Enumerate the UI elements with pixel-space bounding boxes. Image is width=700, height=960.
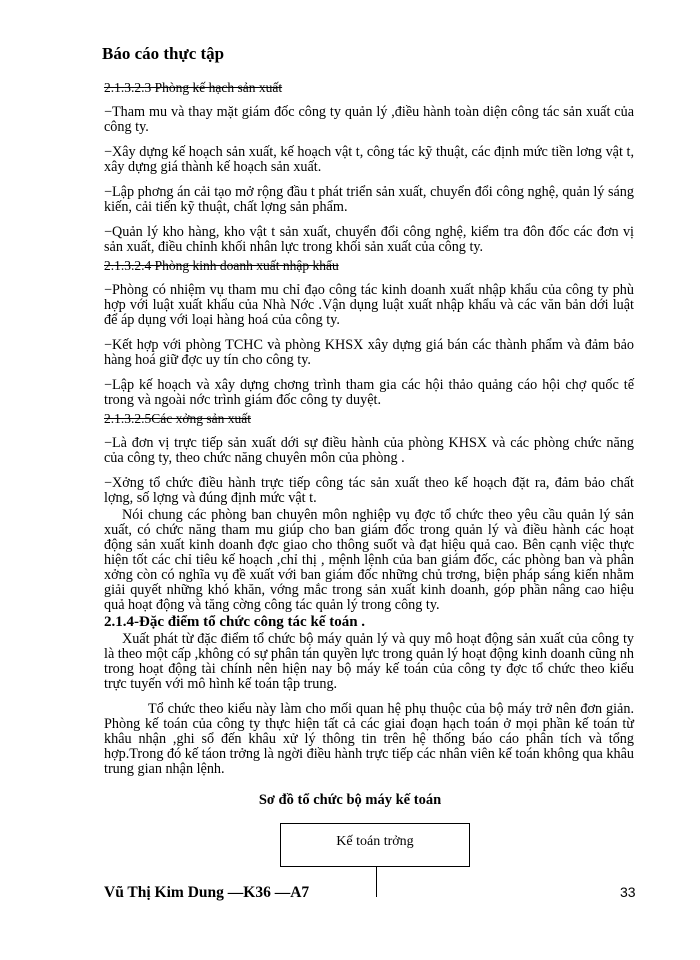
paragraph: −Phòng có nhiệm vụ tham mu chỉ đạo công tác kinh doanh xuất nhập khẩu của công ty phù hợp với luật xuất khẩu của Nhà Nớc .Vận dụng luật xuất nhập khẩu và các văn bản dới luật để áp dụng với loại hàng hoá của công ty. bbox=[104, 282, 634, 328]
org-chart-box-label: Kế toán trởng bbox=[336, 834, 414, 849]
paragraph: −Quản lý kho hàng, kho vật t sản xuất, chuyển đổi công nghệ, kiểm tra đôn đốc các đơn vị sản xuất, điều chỉnh khối nhân lực trong khối sản xuất của công ty. bbox=[104, 224, 634, 255]
paragraph: −Xây dựng kế hoạch sản xuất, kế hoạch vật t, công tác kỹ thuật, các định mức tiền lơng vật t, xây dựng giá thành kế hoạch sản xuất. bbox=[104, 144, 634, 175]
paragraph: −Tham mu và thay mặt giám đốc công ty quản lý ,điều hành toàn diện công tác sản xuất của công ty. bbox=[104, 104, 634, 135]
section-title-accounting: 2.1.4-Đặc điểm tổ chức công tác kế toán . bbox=[104, 614, 366, 630]
paragraph: Tổ chức theo kiểu này làm cho mối quan hệ phụ thuộc của bộ máy trở nên đơn giản. Phòng kế toán của công ty thực hiện tất cả các giai đoạn hạch toán ở mọi phần kế toán từ khâu nhận ,ghi sổ đến khâu xử lý thông tin trên hệ thống báo cáo phân tích và tổng hợp.Trong đó kế táon trởng là ngời điều hành trực tiếp các nhân viên kế toán không qua khâu trung gian nhận lệnh. bbox=[104, 701, 634, 777]
footer-author: Vũ Thị Kim Dung —K36 —A7 bbox=[104, 884, 310, 901]
paragraph: Xuất phát từ đặc điểm tổ chức bộ máy quản lý và quy mô hoạt động sản xuất của công ty là theo một cấp ,không có sự phân tán quyền lực trong quản lý hoạt động kinh doanh cũng nh trong hoạt động tài chính nên hiện nay bộ máy kế toán của công ty đợc tổ chức theo kiểu trực tuyến với mô hình kế toán tập trung. bbox=[104, 631, 634, 692]
diagram-title: Sơ đồ tổ chức bộ máy kế toán bbox=[258, 792, 442, 808]
page-number: 33 bbox=[620, 884, 636, 900]
section-title-planning: 2.1.3.2.3 Phòng kế hạch sản xuất bbox=[104, 80, 283, 95]
section-title-import-export: 2.1.3.2.4 Phòng kinh doanh xuất nhập khẩu bbox=[104, 258, 339, 273]
org-chart-connector-line bbox=[376, 867, 377, 897]
section-title-workshops: 2.1.3.2.5Các xởng sản xuất bbox=[104, 411, 251, 426]
paragraph: −Là đơn vị trực tiếp sản xuất dới sự điều hành của phòng KHSX và các phòng chức năng của công ty, theo chức năng chuyên môn của phòng . bbox=[104, 435, 634, 466]
org-chart-box-chief-accountant bbox=[280, 823, 470, 867]
paragraph: −Kết hợp với phòng TCHC và phòng KHSX xây dựng giá bán các thành phẩm và đảm bảo hàng hoá giữ đợc uy tín cho công ty. bbox=[104, 337, 634, 368]
report-header-title: Báo cáo thực tập bbox=[102, 44, 225, 63]
paragraph: −Lập kế hoạch và xây dựng chơng trình tham gia các hội thảo quảng cáo hội chợ quốc tế trong và ngoài nớc trình giám đốc công ty duyệt. bbox=[104, 377, 634, 408]
paragraph: −Lập phơng án cải tạo mở rộng đầu t phát triển sản xuất, chuyển đổi công nghệ, quản lý sáng kiến, cải tiến kỹ thuật, chất lợng sản phẩm. bbox=[104, 184, 634, 215]
paragraph: Nói chung các phòng ban chuyên môn nghiệp vụ đợc tổ chức theo yêu cầu quản lý sản xuất, có chức năng tham mu giúp cho ban giám đốc trong quản lý và điều hành các hoạt động sản xuất kinh doanh đợc giao cho thông suốt và đạt hiệu quả cao. Bên cạnh việc thực hiện tốt các chỉ tiêu kế hoạch ,chỉ thị , mệnh lệnh của ban giám đốc, các phòng ban và phân xởng còn có nghĩa vụ đề xuất với ban giám đốc những chủ trơng, biện pháp sáng kiến nhằm giải quyết những khó khăn, vớng mắc trong sản xuất kinh doanh, góp phần nâng cao hiệu quả hoạt động và tăng cờng công tác quản lý trong công ty. bbox=[104, 507, 634, 613]
paragraph: −Xởng tổ chức điều hành trực tiếp công tác sản xuất theo kế hoạch đặt ra, đảm bảo chất lợng, số lợng và đúng định mức vật t. bbox=[104, 475, 634, 506]
document-body bbox=[104, 80, 634, 777]
